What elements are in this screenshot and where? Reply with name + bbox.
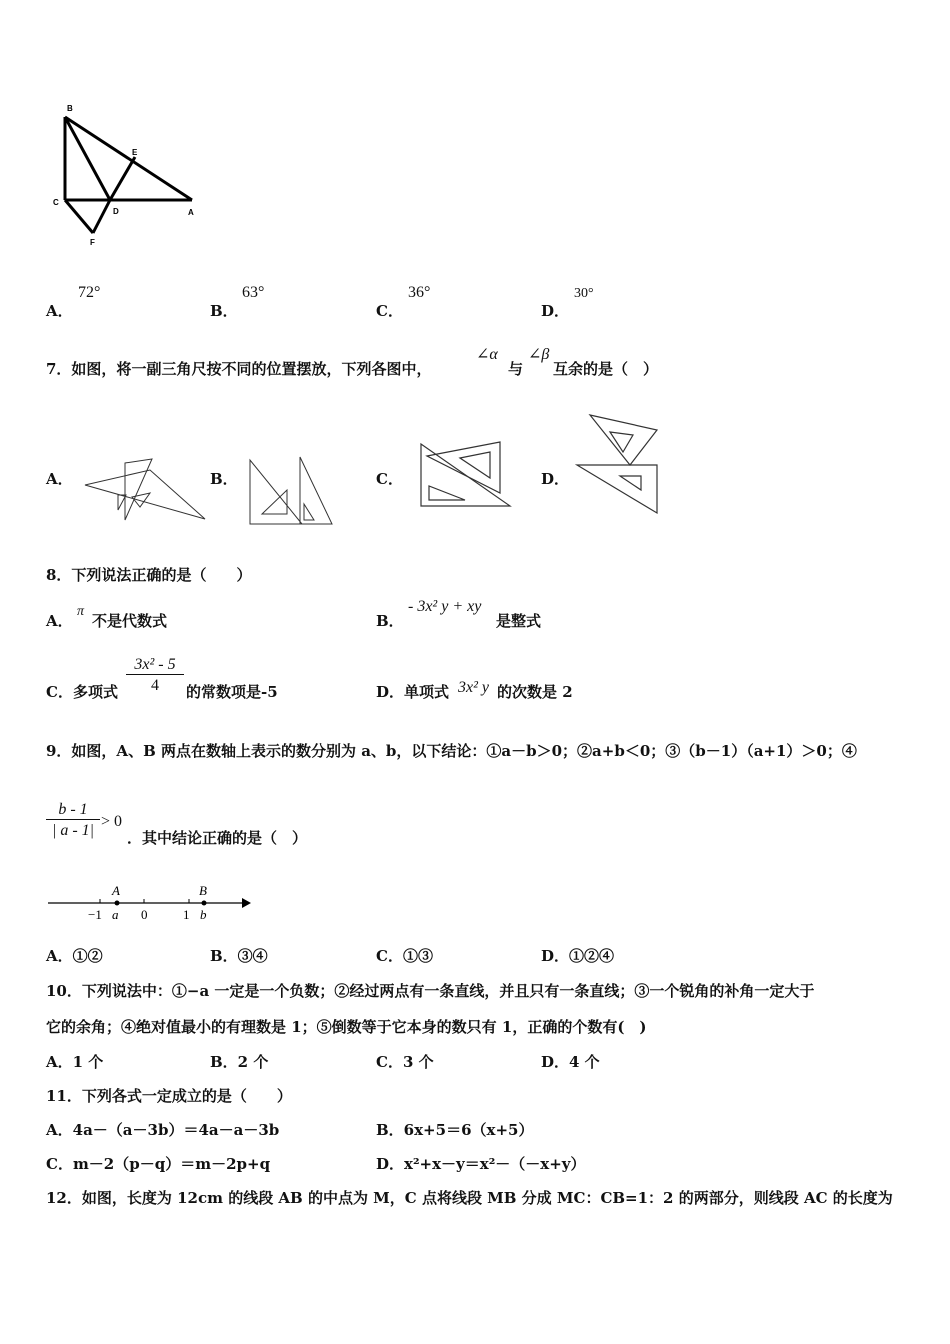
q11-option-b: B．6x+5＝6（x+5） [376,1121,534,1139]
q9-option-c: C．①③ [376,947,433,965]
q11-option-a: A．4a－（a－3b）＝4a－a－3b [46,1121,280,1139]
q7-stem-pre: 7．如图，将一副三角尺按不同的位置摆放，下列各图中， [46,360,432,378]
q6-option-b-letter: B． [210,302,238,320]
q7-alpha: ∠α [476,346,498,363]
q6-option-b-value: 63° [242,284,265,301]
q8-option-d-expr: 3x² y [458,679,489,696]
q12-stem: 12．如图，长度为 12cm 的线段 AB 的中点为 M，C 点将线段 MB 分成 MC：CB=1：2 的两部分，则线段 AC 的长度为 [46,1189,893,1207]
q6-option-a-letter: A． [46,302,73,320]
q10-option-c: C．3 个 [376,1053,434,1071]
q7-option-c-letter: C． [376,470,403,488]
q9-number-line [46,880,256,925]
q8-option-a-pi: π [77,604,85,619]
q7-figure-d [575,410,665,518]
q7-stem-post: 互余的是（ ） [553,360,659,378]
fig-label-a: A [188,208,194,217]
q6-option-d-value: 30° [574,286,594,301]
q8-option-b-text: 是整式 [496,612,542,630]
q9-stem-tail: ．其中结论正确的是（ ） [127,829,308,847]
q8-option-c-text: 的常数项是-5 [186,683,278,701]
q8-option-c-letter: C．多项式 [46,683,118,701]
q9-option-d: D．①②④ [541,947,615,965]
number-line-arrow-icon [242,898,251,908]
q8-option-c-numerator: 3x² - 5 [134,656,176,673]
fig-label-b: B [67,104,73,113]
q8-option-b-letter: B． [376,612,404,630]
q9-option-b: B．③④ [210,947,268,965]
q9-fraction [46,801,100,840]
q11-option-d: D．x²+x－y＝x²－（－x+y） [376,1155,586,1173]
number-line-tick-neg1: −1 [88,907,102,922]
q8-option-a-letter: A． [46,612,73,630]
q8-option-d-text: 的次数是 2 [497,683,573,701]
q7-beta: ∠β [528,346,550,363]
q10-stem-line1: 10．下列说法中：①−a 一定是一个负数；②经过两点有一条直线，并且只有一条直线；③一个锐角的补角一定大于 [46,982,815,1000]
q7-option-d-letter: D． [541,470,570,488]
q6-option-d-letter: D． [541,302,570,320]
q8-option-b-expr: - 3x² y + xy [408,598,482,615]
q7-figure-c [415,438,520,513]
fig-label-f: F [90,238,95,247]
q10-option-a: A．1 个 [46,1053,104,1071]
q8-option-d-letter: D．单项式 [376,683,450,701]
q8-option-c-denominator: 4 [126,674,184,695]
number-line-tick-a: a [112,907,119,922]
q10-option-b: B．2 个 [210,1053,269,1071]
q9-fraction-numerator: b - 1 [58,801,88,818]
q6-option-c-letter: C． [376,302,403,320]
q9-fraction-gt: > 0 [101,813,123,830]
q9-option-a: A．①② [46,947,103,965]
number-line-tick-b: b [200,907,207,922]
fig-label-e: E [132,148,138,157]
q11-option-c: C．m－2（p－q）＝m－2p+q [46,1155,271,1173]
number-line-label-b: B [199,883,207,898]
q7-option-b-letter: B． [210,470,238,488]
q9-fraction-denominator: | a - 1| [46,819,100,840]
q6-triangle-figure [50,100,210,250]
q6-option-c-value: 36° [408,284,431,301]
q11-stem: 11．下列各式一定成立的是（ ） [46,1087,292,1105]
q8-option-c-fraction [126,656,184,695]
number-line-tick-1: 1 [183,907,190,922]
fig-label-c: C [53,198,59,207]
q7-figure-a [80,455,210,530]
q7-stem-mid: 与 [508,360,524,378]
number-line-tick-0: 0 [141,907,148,922]
q8-stem: 8．下列说法正确的是（ ） [46,566,252,584]
q6-option-a-value: 72° [78,284,101,301]
fig-label-d: D [113,207,119,216]
q7-figure-b [242,452,337,530]
q10-stem-line2: 它的余角；④绝对值最小的有理数是 1；⑤倒数等于它本身的数只有 1，正确的个数有( ) [46,1018,647,1036]
q7-option-a-letter: A． [46,470,73,488]
q8-option-a-text: 不是代数式 [92,612,168,630]
number-line-label-a: A [112,883,120,898]
q10-option-d: D．4 个 [541,1053,600,1071]
q9-stem: 9．如图，A、B 两点在数轴上表示的数分别为 a、b，以下结论：①a－b＞0；②a+b＜0；③（b－1）（a+1）＞0；④ [46,742,857,760]
